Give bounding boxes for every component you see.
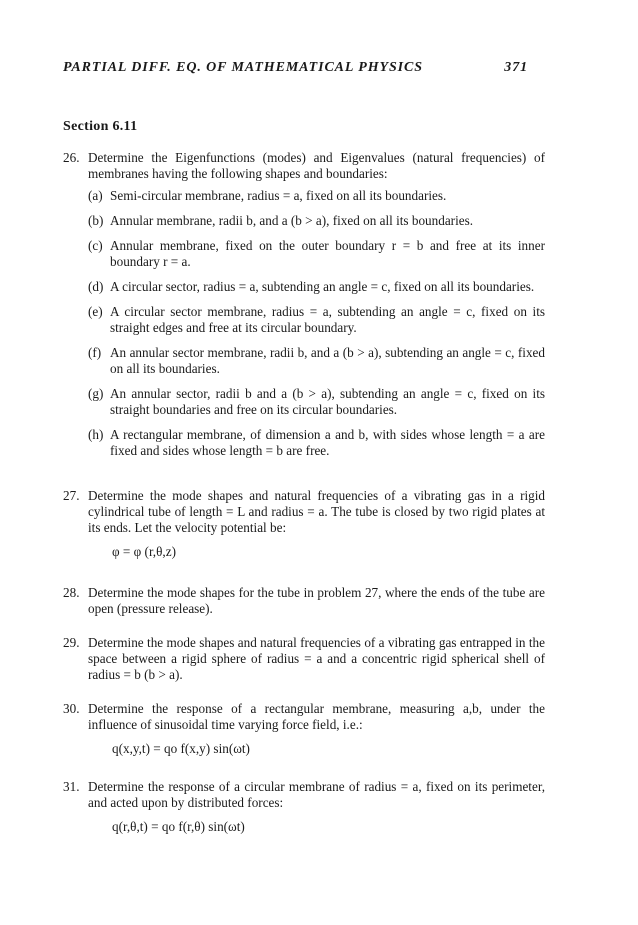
subproblem-label: (f) bbox=[88, 345, 102, 360]
subproblem-b bbox=[88, 213, 545, 229]
problem-number: 31. bbox=[63, 779, 80, 794]
problem-number: 27. bbox=[63, 488, 80, 503]
problem-list bbox=[63, 150, 545, 857]
subproblem-label: (b) bbox=[88, 213, 104, 228]
subproblem-c bbox=[88, 238, 545, 270]
subproblem-f bbox=[88, 345, 545, 377]
subproblem-list bbox=[88, 188, 545, 459]
problem-number: 28. bbox=[63, 585, 80, 600]
subproblem-label: (a) bbox=[88, 188, 103, 203]
equation: q(x,y,t) = qo f(x,y) sin(ωt) bbox=[112, 741, 250, 756]
subproblem-text: A circular sector membrane, radius = a, subtending an angle = c, fixed on its straight edges and free at its circular boundary. bbox=[110, 304, 545, 335]
problem-body bbox=[88, 779, 545, 839]
problem-body bbox=[88, 701, 545, 761]
subproblem-label: (d) bbox=[88, 279, 104, 294]
problem-text: Determine the mode shapes and natural frequencies of a vibrating gas entrapped in the space between a rigid sphere of radius = a and a concentric rigid spherical shell of radius = b (b > a). bbox=[88, 635, 545, 682]
subproblem-text: A rectangular membrane, of dimension a and b, with sides whose length = a are fixed and sides whose length = b are free. bbox=[110, 427, 545, 458]
subproblem-g bbox=[88, 386, 545, 418]
problem-27 bbox=[63, 488, 545, 564]
equation: q(r,θ,t) = qo f(r,θ) sin(ωt) bbox=[112, 819, 245, 834]
subproblem-label: (h) bbox=[88, 427, 104, 442]
problem-text: Determine the mode shapes and natural frequencies of a vibrating gas in a rigid cylindrical tube of length = L and radius = a. The tube is closed by two rigid plates at its ends. Let the velocity potential be: bbox=[88, 488, 545, 535]
subproblem-text: An annular sector membrane, radii b, and a (b > a), subtending an angle = c, fixed on all its boundaries. bbox=[110, 345, 545, 376]
problem-26 bbox=[63, 150, 545, 468]
subproblem-label: (g) bbox=[88, 386, 104, 401]
equation: φ = φ (r,θ,z) bbox=[112, 544, 176, 559]
problem-30 bbox=[63, 701, 545, 761]
problem-29 bbox=[63, 635, 545, 683]
problem-number: 29. bbox=[63, 635, 80, 650]
running-title: PARTIAL DIFF. EQ. OF MATHEMATICAL PHYSICS bbox=[63, 60, 423, 75]
subproblem-a bbox=[88, 188, 545, 204]
subproblem-text: An annular sector, radii b and a (b > a), subtending an angle = c, fixed on its straight boundaries and free on its circular boundaries. bbox=[110, 386, 545, 417]
page-number: 371 bbox=[504, 60, 528, 75]
subproblem-d bbox=[88, 279, 545, 295]
subproblem-text: Annular membrane, fixed on the outer boundary r = b and free at its inner boundary r = a. bbox=[110, 238, 545, 269]
problem-number: 30. bbox=[63, 701, 80, 716]
subproblem-text: Semi-circular membrane, radius = a, fixed on all its boundaries. bbox=[110, 188, 447, 203]
problem-body bbox=[88, 488, 545, 564]
subproblem-text: A circular sector, radius = a, subtending an angle = c, fixed on all its boundaries. bbox=[110, 279, 535, 294]
problem-text: Determine the response of a circular membrane of radius = a, fixed on its perimeter, and acted upon by distributed forces: bbox=[88, 779, 545, 810]
subproblem-label: (c) bbox=[88, 238, 103, 253]
problem-text: Determine the Eigenfunctions (modes) and Eigenvalues (natural frequencies) of membranes having the following shapes and boundaries: bbox=[88, 150, 545, 181]
running-header bbox=[63, 60, 528, 76]
subproblem-h bbox=[88, 427, 545, 459]
problem-number: 26. bbox=[63, 150, 80, 165]
problem-text: Determine the response of a rectangular membrane, measuring a,b, under the influence of sinusoidal time varying force field, i.e.: bbox=[88, 701, 545, 732]
problem-28 bbox=[63, 585, 545, 617]
problem-31 bbox=[63, 779, 545, 839]
subproblem-e bbox=[88, 304, 545, 336]
subproblem-label: (e) bbox=[88, 304, 103, 319]
subproblem-text: Annular membrane, radii b, and a (b > a), fixed on all its boundaries. bbox=[110, 213, 474, 228]
problem-text: Determine the mode shapes for the tube in problem 27, where the ends of the tube are open (pressure release). bbox=[88, 585, 545, 616]
problem-body bbox=[88, 150, 545, 468]
section-heading: Section 6.11 bbox=[63, 119, 138, 134]
